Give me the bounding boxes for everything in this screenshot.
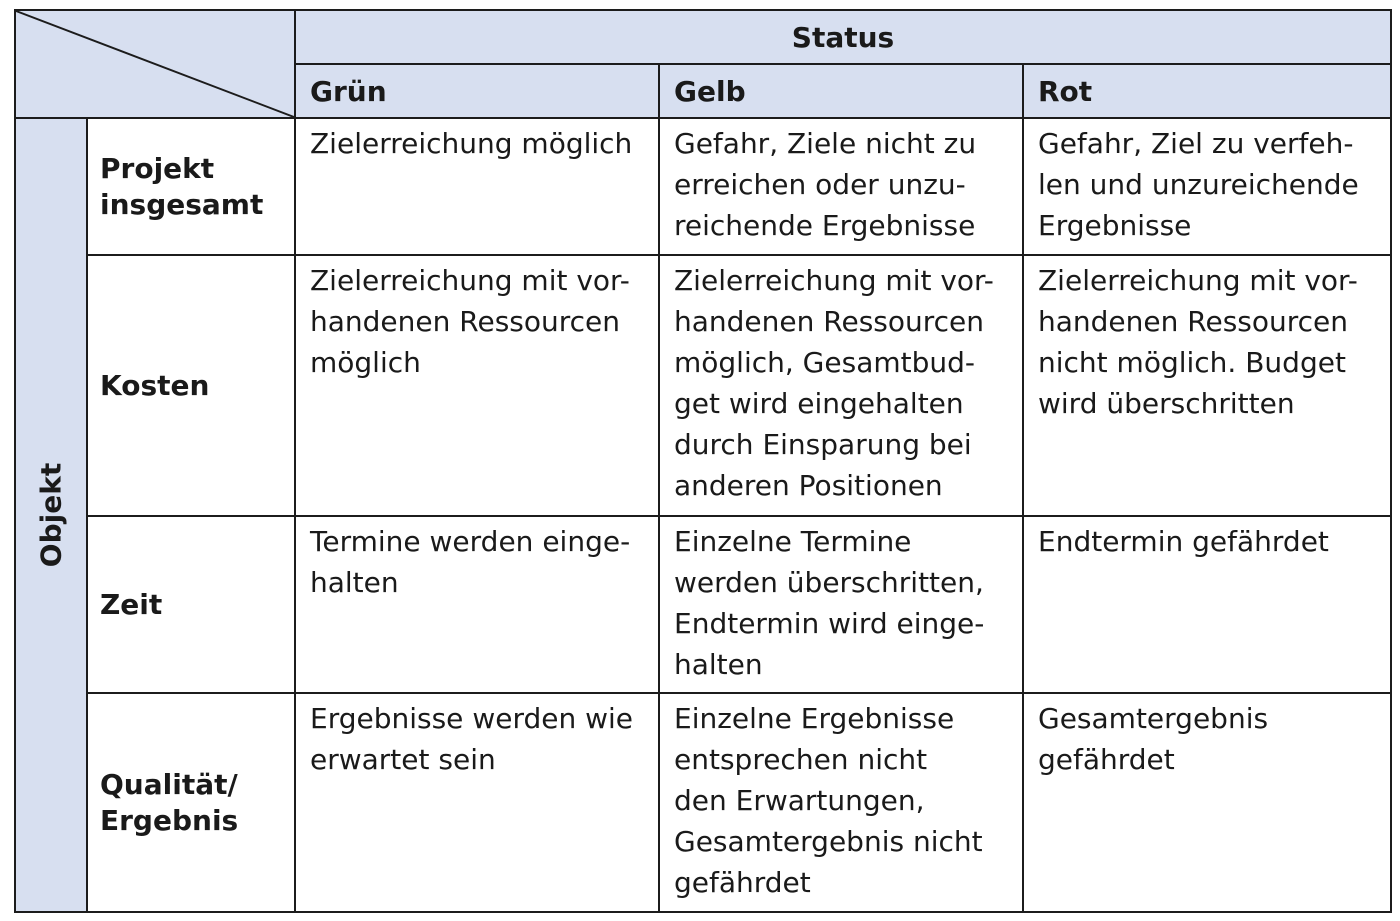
cell-text-line: Zielerreichung mit vor- — [310, 264, 630, 297]
row-label-kosten — [87, 255, 295, 516]
cell-text-line: handenen Ressourcen — [310, 305, 621, 338]
cell-text-line: möglich — [310, 346, 421, 379]
cell-text-line: anderen Positionen — [674, 469, 943, 502]
cell-text-line: Einzelne Termine — [674, 525, 912, 558]
cell-text-line: durch Einsparung bei — [674, 428, 972, 461]
cell-text-line: len und unzureichende — [1038, 168, 1359, 201]
side-label-objekt — [15, 118, 87, 912]
cell-text-line: wird überschritten — [1038, 387, 1295, 420]
status-matrix-table — [14, 9, 1392, 913]
cell-text-line: handenen Ressourcen — [1038, 305, 1349, 338]
cell-text-line: gefährdet — [674, 866, 811, 899]
cell-text-line: Gefahr, Ziel zu verfeh- — [1038, 127, 1354, 160]
cell-text-line: gefährdet — [1038, 743, 1175, 776]
row-label-projekt — [87, 118, 295, 255]
cell-qualitaet-gelb — [659, 693, 1023, 912]
table-row — [15, 255, 1391, 516]
status-header: Status — [295, 10, 1391, 64]
cell-zeit-rot — [1023, 516, 1391, 693]
row-label-text-line: insgesamt — [100, 187, 264, 221]
cell-text-line: werden überschritten, — [674, 566, 984, 599]
cell-zeit-gruen — [295, 516, 659, 693]
cell-text-line: möglich, Gesamtbud- — [674, 346, 975, 379]
cell-text-line: halten — [674, 648, 763, 681]
table-row — [15, 118, 1391, 255]
row-label-text-line: Projekt — [100, 151, 215, 185]
cell-kosten-gelb — [659, 255, 1023, 516]
cell-kosten-rot — [1023, 255, 1391, 516]
corner-cell — [15, 10, 295, 118]
cell-text-line: Endtermin gefährdet — [1038, 525, 1329, 558]
column-header-rot: Rot — [1023, 64, 1391, 118]
cell-text-line: erwartet sein — [310, 743, 496, 776]
row-label-text-line: Ergebnis — [100, 803, 239, 837]
cell-text-line: nicht möglich. Budget — [1038, 346, 1346, 379]
corner-diagonal-line — [16, 11, 294, 117]
side-label-text: Objekt — [34, 462, 68, 568]
cell-qualitaet-rot — [1023, 693, 1391, 912]
cell-text-line: Gesamtergebnis nicht — [674, 825, 983, 858]
table-row — [15, 693, 1391, 912]
cell-kosten-gruen — [295, 255, 659, 516]
cell-text-line: den Erwartungen, — [674, 784, 925, 817]
column-header-gelb: Gelb — [659, 64, 1023, 118]
cell-text-line: halten — [310, 566, 399, 599]
cell-projekt-rot — [1023, 118, 1391, 255]
cell-text-line: Ergebnisse — [1038, 209, 1192, 242]
cell-text-line: get wird eingehalten — [674, 387, 964, 420]
row-label-qualitaet — [87, 693, 295, 912]
cell-text-line: reichende Ergebnisse — [674, 209, 976, 242]
cell-text-line: Zielerreichung möglich — [310, 127, 633, 160]
table-row — [15, 516, 1391, 693]
cell-text-line: Endtermin wird einge- — [674, 607, 985, 640]
cell-text-line: Termine werden einge- — [310, 525, 631, 558]
cell-text-line: Zielerreichung mit vor- — [1038, 264, 1358, 297]
cell-zeit-gelb — [659, 516, 1023, 693]
cell-text-line: Zielerreichung mit vor- — [674, 264, 994, 297]
column-header-gruen: Grün — [295, 64, 659, 118]
row-label-text-line: Zeit — [100, 587, 163, 621]
cell-text-line: handenen Ressourcen — [674, 305, 985, 338]
cell-text-line: Einzelne Ergebnisse — [674, 702, 955, 735]
cell-projekt-gelb — [659, 118, 1023, 255]
row-label-text-line: Kosten — [100, 368, 210, 402]
cell-qualitaet-gruen — [295, 693, 659, 912]
cell-projekt-gruen — [295, 118, 659, 255]
cell-text-line: entsprechen nicht — [674, 743, 928, 776]
cell-text-line: Gefahr, Ziele nicht zu — [674, 127, 977, 160]
row-label-zeit — [87, 516, 295, 693]
cell-text-line: erreichen oder unzu- — [674, 168, 966, 201]
row-label-text-line: Qualität/ — [100, 767, 238, 801]
cell-text-line: Ergebnisse werden wie — [310, 702, 634, 735]
cell-text-line: Gesamtergebnis — [1038, 702, 1269, 735]
